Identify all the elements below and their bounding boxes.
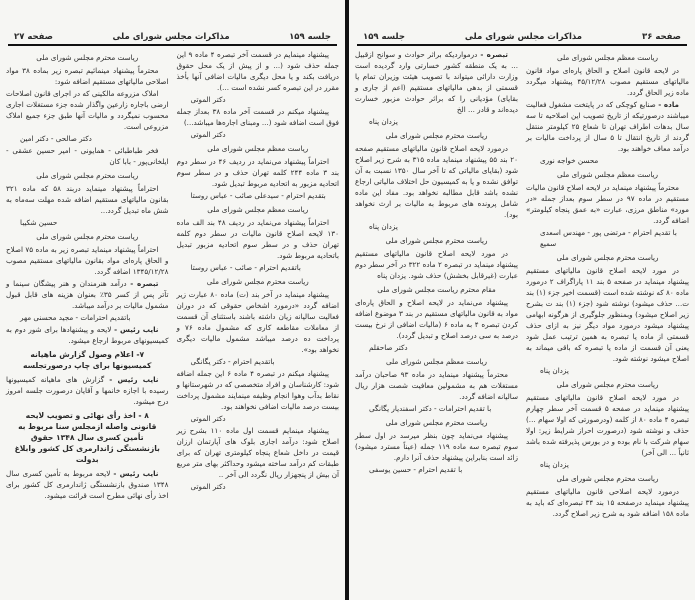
signature-line: دکتر الموتی bbox=[190, 482, 226, 491]
signature-line: یزدان پناه bbox=[369, 222, 398, 231]
salutation-heading: ریاست محترم مجلس شورای ملی bbox=[556, 380, 659, 389]
signature-line: با تقدیم احترامات - دکتر اسفندیار یگانگی bbox=[369, 404, 492, 413]
salutation-heading: مقام محترم ریاست مجلس شورای ملی bbox=[377, 285, 496, 294]
paragraph: احتراماً پیشنهاد مینماید دربند ۵۸ که ماده ۳۲۱ بقانون مالیاتهای مستقیم اضافه شده مهلت سه‌ماه به شش ماه تبدیل گردد... bbox=[6, 184, 169, 215]
running-header bbox=[357, 28, 687, 46]
agenda-section-heading: ۸ - اخذ رأی نهائی و تصویب لایحه قانونی واصله ازمجلس سنا مربوط به تأمین کسری سال ۱۳۴۸ حقوق بازنشستگی ژاندارمری کل کشور وابلاغ بدولت bbox=[14, 411, 160, 464]
salutation-heading: ریاست محترم مجلس شورای ملی bbox=[556, 474, 659, 483]
signature-line: دکتر الموتی bbox=[190, 414, 226, 423]
paragraph: محترماً پیشنهاد مینماید در لایحه اصلاح قانون مالیات مستقیم در ماده ۹۷ در سطر سوم بعداز جمله «در مورد» مناطق مرزی، عبارت «به عمق پنجاه کیلومتر» اضافه گردد. bbox=[526, 183, 689, 225]
header-session: جلسه ۱۵۹ bbox=[363, 32, 405, 42]
signature-line: با تقدیم احترام - حسین یوسفی bbox=[369, 465, 463, 474]
signature-line: حسین شکیبا bbox=[20, 218, 58, 227]
salutation-heading: ریاست محترم مجلس شورای ملی bbox=[385, 418, 488, 427]
paragraph: پیشنهاد می‌نماید چون بنظر میرسد در اول سطر سوم تبصره سه ماده ۱۱۹ جمله (عیناً مسترد میشود) زائد است بنابراین پیشنهاد حذف آنرا دارم. bbox=[355, 431, 518, 462]
salutation-heading: ریاست محترم مجلس شورای ملی bbox=[36, 232, 139, 241]
signature-line: یزدان پناه bbox=[540, 460, 569, 469]
paragraph-text: درآمد هنرمندان و هنر پیشگان سینما و تآتر پس از کسر ۳۵٪ بعنوان هزینه های قابل قبول مشمول مالیات بر درآمد میباشد. bbox=[6, 279, 169, 310]
paragraph-lead: تبصره - bbox=[130, 279, 159, 288]
salutation-heading: ریاست محترم مجلس شورای ملی bbox=[206, 277, 309, 286]
paragraph: در مورد لایحه اصلاح قانون مالیاتهای مستقیم پیشنهاد مینماید در تبصره ۲ ماده ۳۲۲ در آخر سطر دوم عبارت (غیرقابل بخشش) حذف شود. یزدان پناه bbox=[355, 249, 518, 280]
paragraph: محترماً پیشنهاد مینماید در ماده ۹۳ صاحبان درآمد مستغلات هم به مشمولین معافیت شصت هزار ریال سالیانه اضافه گردد. bbox=[355, 370, 518, 401]
running-header bbox=[8, 28, 337, 46]
salutation-heading: ریاست معظم مجلس شورای ملی bbox=[207, 144, 309, 153]
paragraph: پیشنهاد مینماید در آخر بند (ت) ماده ۸۰ عبارت زیر اضافه گردد «درمورد اشخاص حقوقی که در دوران فعالیت سالیانه زیان داشته باشند باستثنای آن قسمت از معاملات مقاطعه کاری که مشمول ماده ۷۶ و پرداخت ده درصد میباشد مشمول مالیات دیگری نخواهد بود». bbox=[176, 290, 339, 354]
paragraph bbox=[6, 324, 169, 346]
signature-line: دکتر الموتی bbox=[190, 95, 226, 104]
signature-line: یزدان پناه bbox=[369, 117, 398, 126]
paragraph bbox=[355, 49, 518, 115]
paragraph: محترماً پیشنهاد مینمائیم تبصره زیر بماده ۳۸ مواد اصلاحی مالیاتهای مستقیم اضافه شود: bbox=[6, 66, 169, 86]
paragraph bbox=[6, 374, 169, 407]
paragraph-text: درمواردیکه براثر حوادث و سوانح ازقبیل ... به یک منطقه کشور خسارتی وارد گردیده است وزارت دارائی میتواند با تصویب هیئت وزیران تمام یا قسمتی از بدهی مالیاتهای مستقیم (اعم از جاری و بقایای) مؤدیانی را که براثر حوادث مزبور خسارت دیده‌اند و قادر ... الخ bbox=[355, 50, 518, 114]
signature-line: دکتر صاحقلم bbox=[369, 343, 408, 352]
paragraph: پیشنهاد میکنم در تبصره ۴ ماده ۶ این جمله اضافه شود: کارشناسان و افراد متخصصی که در شهرستانها و نقاط بدآب وهوا انجام وظیفه مینمایند مشمول پرداخت بیست درصد مالیات اضافی نخواهند بود. bbox=[176, 369, 339, 411]
paragraph-lead: نایب رئیس - bbox=[109, 375, 159, 384]
signature-line: دکتر صالحی - دکتر امین bbox=[20, 134, 92, 143]
left-page bbox=[0, 0, 345, 600]
signature-line: باتقدیم احترام - صائب - عباس روستا bbox=[190, 263, 301, 272]
header-page-label: صفحه ۲۷ bbox=[14, 32, 53, 42]
paragraph: املاک مزروعه مالکینی که در اجرای قانون اصلاحات ارضی باجاره زارعین واگذار شده جزء مستغلات اجاری محسوب نمیگردد و مالیات آنها طبق جزء جمیع املاک مزروعی است. bbox=[6, 89, 169, 131]
left-column bbox=[6, 49, 169, 502]
paragraph: درمورد لایحه اصلاحی قانون مالیاتهای مستقیم پیشنهاد مینماید درصفحه ۱۵ بند ۳۴ تبصره‌ای که باید به ماده ۱۵۸ اضافه شود به شرح زیر اصلاح گردد. bbox=[526, 487, 689, 518]
paragraph: پیشنهاد مینمایم قسمت اول ماده ۱۱۰ بشرح زیر اصلاح شود: درآمد اجاری بلوک های آپارتمان ارزان قیمت در داخل شعاع پنجاه کیلومتری تهران که برای طبقات کم درآمد ساخته میشود وحداکثر بهای متر مربع آن بیش از پنجهزار ریال نگردد الی آخر .. bbox=[176, 426, 339, 479]
paragraph-text: صنایع کوچکی که در پایتخت مشغول فعالیت میباشند درصورتیکه از تاریخ تصویب این اصلاحیه تا سه سال بدهات اطراف تهران تا شعاع ۲۵ کیلومتر منتقل گردند از تاریخ انتقال تا ۵ سال از پرداخت مالیات بر درآمد معاف خواهند بود. bbox=[526, 100, 689, 153]
signature-line: باتقدیم احترام - دکتر یگانگی bbox=[190, 357, 275, 366]
signature-line: یزدان پناه bbox=[540, 366, 569, 375]
paragraph: پیشنهاد می‌نماید در لایحه اصلاح و الحاق پاره‌ای مواد به قانون مالیاتهای مستقیم در بند ۳ موضوع اضافه کردن تبصره ۴ به ماده ۶ (مالیات اضافی از نرخ بیست درصد به سی درصد اصلاح و تبدیل گردد). bbox=[355, 298, 518, 340]
salutation-heading: ریاست محترم مجلس شورای ملی bbox=[556, 253, 659, 262]
right-column bbox=[526, 49, 689, 520]
paragraph bbox=[6, 278, 169, 311]
salutation-heading: ریاست محترم مجلس شورای ملی bbox=[385, 236, 488, 245]
paragraph: پیشنهاد مینمایم در قسمت آخر تبصره ۴ ماده ۹ این جمله حذف شود (... و از پیش از یک محل حقوق دریافت بکند و یا محل دیگری مالیات اضافی آنها بأخذ مقرر در این تبصره کسر نشده است ...). bbox=[176, 50, 339, 92]
paragraph bbox=[526, 99, 689, 154]
header-title: مذاکرات مجلس شورای ملی bbox=[112, 32, 230, 42]
paragraph: پیشنهاد میکنم در قسمت آخر ماده ۳۸ بعداز جمله فوق است اضافه شود (... ومبنای اجاره‌ها میباشد...) bbox=[176, 107, 339, 127]
paragraph: در مورد لایحه اصلاح قانون مالیاتهای مستقیم پیشنهاد مینماید در صفحه ۵ بند ۱۱ پاراگراف ۲ درمورد ماده ۸۰ که نوشته شده است (قسمت اخیر جزء (۱) بند ت... حذف میشود) نوشته شود (جزء (۱) بند ت بشرح زیر اصلاح میشود) وبمنظور جلوگیری از هرگونه ابهامی پیشنهاد میشود درمورد مواد دیگر نیز به ازای حذف قسمتی از ماده یا تبصره به همین ترتیب عمل شود یعنی آن قسمت از ماده یا تبصره که باقی میماند به اصلاح میشود نوشته شود. bbox=[526, 266, 690, 363]
paragraph-lead: نایب رئیس - bbox=[113, 469, 159, 478]
header-session: جلسه ۱۵۹ bbox=[289, 32, 331, 42]
paragraph-text: گزارش های ماهیانه کمیسیونها رسیده با اجازه خانمها و آقایان درصورت جلسه امروز درج میشود. bbox=[6, 375, 169, 406]
salutation-heading: ریاست معظم مجلس شورای ملی bbox=[207, 205, 309, 214]
paragraph-lead: ماده - bbox=[658, 100, 679, 109]
paragraph: فخر طباطبائی - همایونی - امیر حسین عشقی - ایلخانی‌پور - بابا کان bbox=[6, 146, 169, 166]
paragraph: در لایحه قانون اصلاح و الحاق پاره‌ای مواد قانون مالیاتهای مستقیم مصوب ۴۵/۱۲/۲۸ پیشنهاد میگردد ماده زیر الحاق گردد. bbox=[526, 66, 689, 97]
paragraph: احتراماً پیشنهاد مینماید تبصره زیر به ماده ۷۵ اصلاح و الحاق پاره‌ای مواد بقانون مالیاتهای مستقیم مصوب ۱۳۴۵/۱۲/۲۸ اضافه گردد. bbox=[6, 245, 169, 276]
paragraph: احتراماً پیشنهاد می‌نماید در ردیف ۴۸ بند الف ماده ۱۳۰ لایحه اصلاح قانون مالیات در سطر دوم کلمه تهران حذف و در سطر سوم اتحادیه مزبور تبدیل باتحادیه مربوط شود. bbox=[176, 218, 339, 260]
salutation-heading: ریاست محترم مجلس شورای ملی bbox=[36, 53, 139, 62]
signature-line: محسن خواجه نوری bbox=[540, 156, 599, 165]
signature-line: با تقدیم احترام - مرتضی پور - مهندس اسعدی سمیع bbox=[540, 228, 677, 248]
salutation-heading: ریاست محترم مجلس شورای ملی bbox=[36, 171, 139, 180]
header-title: مذاکرات مجلس شورای ملی bbox=[464, 32, 583, 42]
agenda-section-heading: ۷- اعلام وصول گزارش ماهیانه کمیسیونها برای چاپ درصورتجلسه bbox=[23, 350, 152, 370]
paragraph: احتراماً پیشنهاد می‌نماید در ردیف ۴۶ در سطر دوم بند ۳ ماده ۲۴۴ کلمه تهران حذف و در سطر سوم اتحادیه مزبور به اتحادیه مربوط تبدیل شود. bbox=[176, 157, 340, 188]
salutation-heading: ریاست معظم مجلس شورای ملی bbox=[557, 53, 658, 62]
paragraph-text: لایحه مربوط به تأمین کسری سال ۱۳۴۸ صندوق بازنشستگی ژاندارمری کل کشور برای اخذ رأی نهائی مطرح است قرائت میشود. bbox=[6, 469, 169, 500]
salutation-heading: ریاست معظم مجلس شورای ملی bbox=[557, 170, 658, 179]
right-page bbox=[349, 0, 695, 600]
salutation-heading: ریاست معظم مجلس شورای ملی bbox=[386, 357, 487, 366]
text-columns bbox=[355, 49, 689, 520]
paragraph bbox=[6, 468, 169, 501]
left-column bbox=[355, 49, 518, 520]
signature-line: باتقدیم احترامات - مجید محسنی مهر bbox=[20, 313, 131, 322]
paragraph-text: لایحه و پیشنهادها برای شور دوم به کمیسیونهای مربوط ارجاع میشود. bbox=[6, 325, 169, 345]
paragraph: در مورد لایحه اصلاح قانون مالیاتهای مستقیم پیشنهاد مینماید در صفحه ۵ قسمت آخر سطر چهارم تبصره ۴ ماده ۸۰ از کلمه (ودرصورتی که اولا سهام ...) حذف و نوشته شود (درصورت احراز شرایط زیر: اولا سهام شرکت با نام بوده و در بورس پذیرفته شده باشد ثانیاً ... الی آخر) bbox=[526, 393, 689, 457]
paragraph-lead: تبصره - bbox=[480, 50, 508, 59]
salutation-heading: ریاست محترم مجلس شورای ملی bbox=[385, 131, 488, 140]
paragraph: درمورد لایحه اصلاح قانون مالیاتهای مستقیم صفحه ۲۰ بند ۵۵ پیشنهاد مینماید ماده ۳۱۵ به شرح زیر اصلاح شود (بقایای مالیاتی که تا آخر سال ۱۳۵۰ نسبت به آن توافق نشده و یا به کمیسیون حل اختلاف مالیاتی ارجاع نشده باشد قابل مطالبه نخواهد بود. مفاد این ماده شامل پرونده های مربوط به مالیات بر ارث نخواهد بود). bbox=[355, 144, 519, 219]
signature-line: بتقدیم احترام - سیدعلی صائب - عباس روستا bbox=[190, 191, 326, 200]
paragraph-lead: نایب رئیس - bbox=[114, 325, 159, 334]
header-page-label: صفحه ۳۶ bbox=[642, 32, 681, 42]
signature-line: دکتر الموتی bbox=[190, 130, 226, 139]
right-column bbox=[177, 49, 340, 502]
text-columns bbox=[6, 49, 339, 502]
